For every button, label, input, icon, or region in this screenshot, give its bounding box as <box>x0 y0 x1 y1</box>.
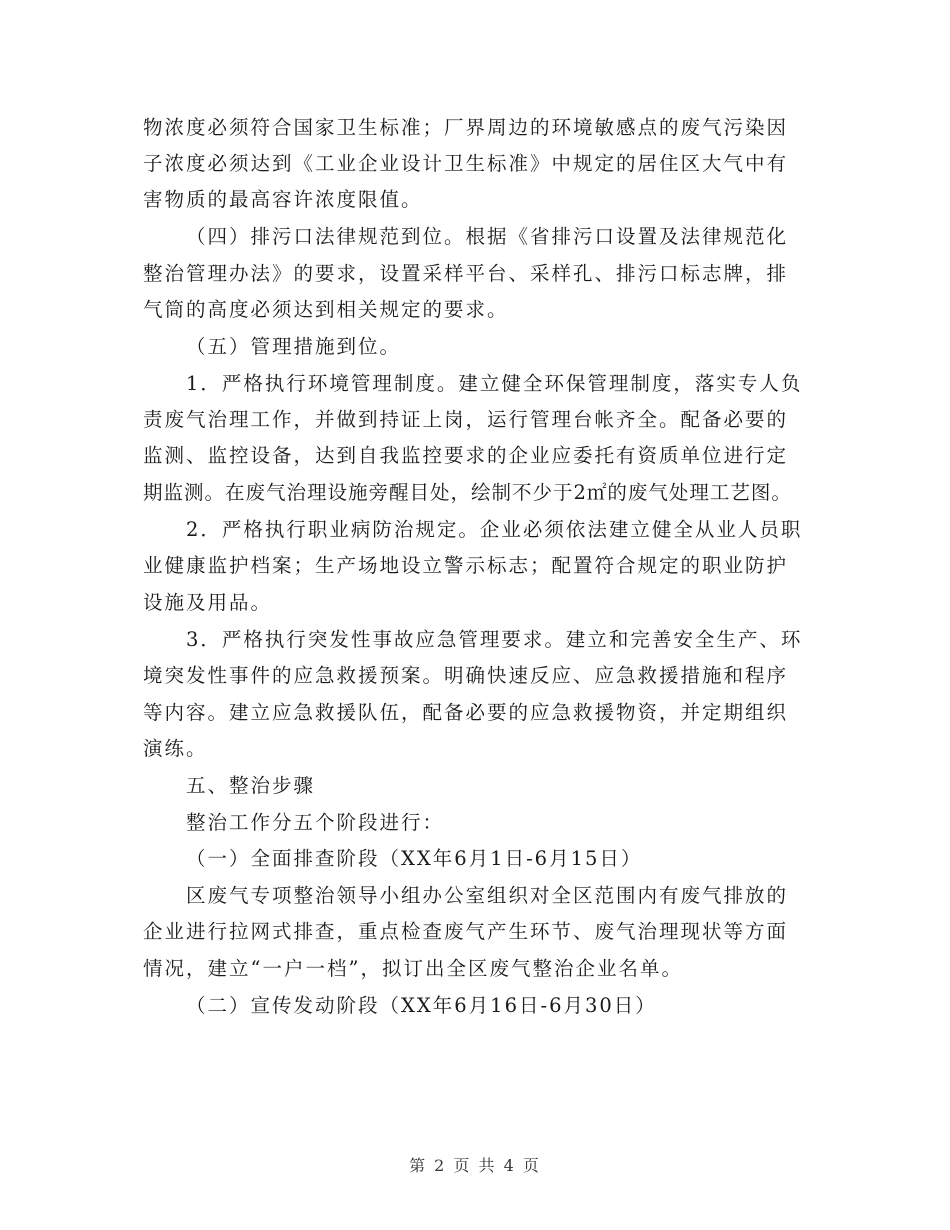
body-line: 整治工作分五个阶段进行： <box>186 811 445 834</box>
body-line: 情况，建立“一户一档”，拟订出全区废气整治企业名单。 <box>143 957 683 980</box>
body-line: 2．严格执行职业病防治规定。企业必须依法建立健全从业人员职 <box>186 518 803 541</box>
body-line: 3．严格执行突发性事故应急管理要求。建立和完善安全生产、环 <box>186 628 803 651</box>
body-line: 气筒的高度必须达到相关规定的要求。 <box>143 298 509 321</box>
section-heading: （五）管理措施到位。 <box>186 335 402 358</box>
page-number-footer: 第 2 页 共 4 页 <box>409 1156 541 1175</box>
body-line: 责废气治理工作，并做到持证上岗，运行管理台帐齐全。配备必要的 <box>143 408 789 431</box>
body-line: 演练。 <box>143 737 208 760</box>
body-line: 害物质的最高容许浓度限值。 <box>143 188 423 211</box>
body-line: 1．严格执行环境管理制度。建立健全环保管理制度，落实专人负 <box>186 372 803 395</box>
body-line: 业健康监护档案；生产场地设立警示标志；配置符合规定的职业防护 <box>143 554 789 577</box>
body-line: 监测、监控设备，达到自我监控要求的企业应委托有资质单位进行定 <box>143 444 789 467</box>
body-line: 企业进行拉网式排查，重点检查废气产生环节、废气治理现状等方面 <box>143 920 789 943</box>
body-line: 设施及用品。 <box>143 591 273 614</box>
body-line: 物浓度必须符合国家卫生标准；厂界周边的环境敏感点的废气污染因 <box>143 116 789 139</box>
body-line: 等内容。建立应急救援队伍，配备必要的应急救援物资，并定期组织 <box>143 701 789 724</box>
body-line: 境突发性事件的应急救援预案。明确快速反应、应急救援措施和程序 <box>143 664 789 687</box>
body-line: 整治管理办法》的要求，设置采样平台、采样孔、排污口标志牌，排 <box>143 262 789 285</box>
subsection-heading: （二）宣传发动阶段（XX年6月16日-6月30日） <box>186 994 657 1017</box>
body-line: 子浓度必须达到《工业企业设计卫生标准》中规定的居住区大气中有 <box>143 152 789 175</box>
body-line: 区废气专项整治领导小组办公室组织对全区范围内有废气排放的 <box>186 884 789 907</box>
body-line: （四）排污口法律规范到位。根据《省排污口设置及法律规范化 <box>186 225 789 248</box>
subsection-heading: （一）全面排查阶段（XX年6月1日-6月15日） <box>186 847 643 870</box>
body-line: 期监测。在废气治理设施旁醒目处，绘制不少于2㎡的废气处理工艺图。 <box>143 481 792 504</box>
section-heading: 五、整治步骤 <box>186 774 316 797</box>
